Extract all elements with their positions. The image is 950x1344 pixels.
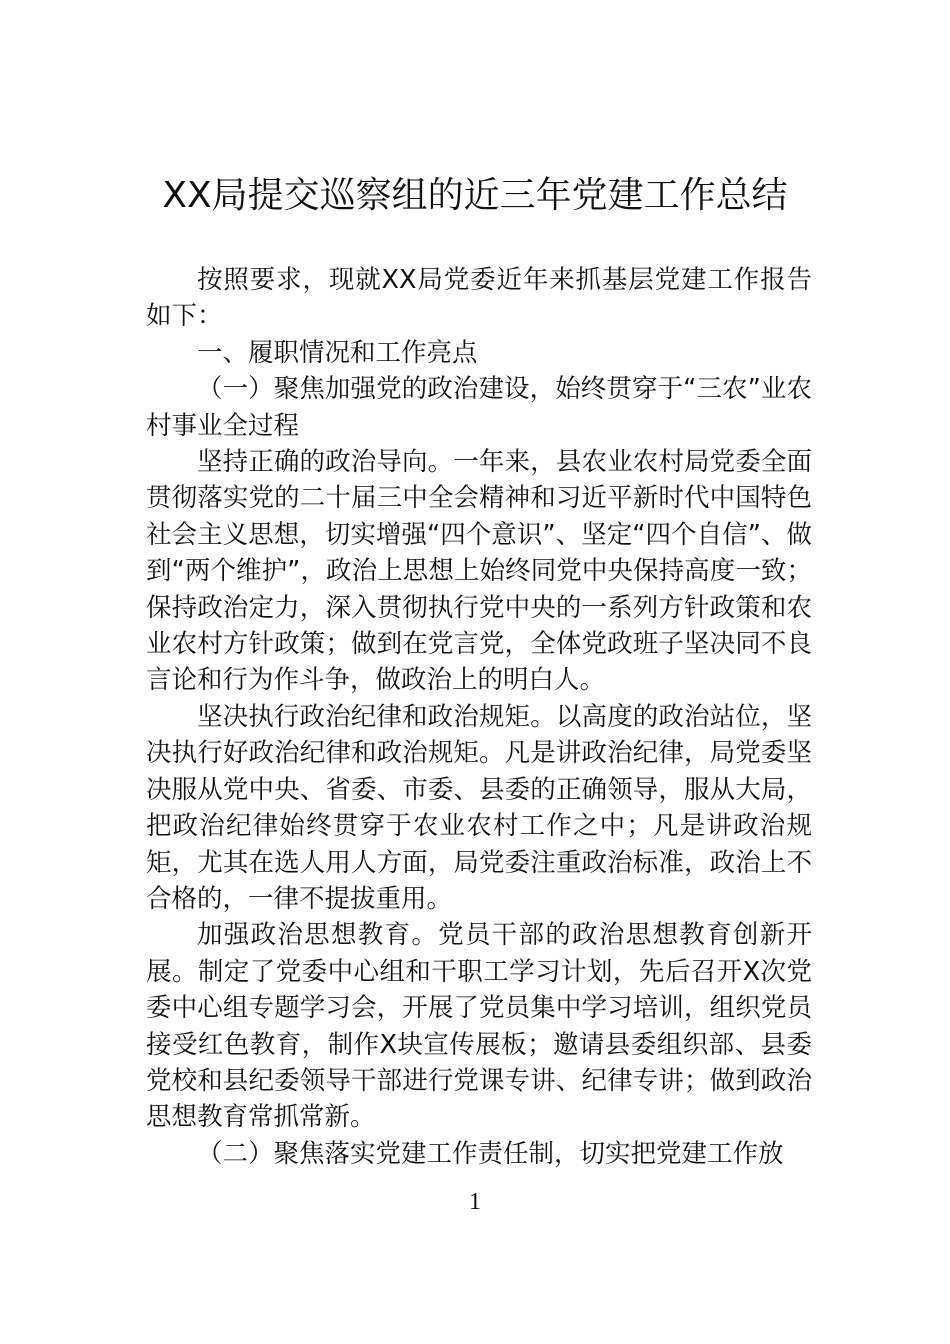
body-paragraph: 坚决执行政治纪律和政治规矩。以高度的政治站位，坚决执行好政治纪律和政治规矩。凡是讲政治纪律，局党委坚决服从党中央、省委、市委、县委的正确领导，服从大局，把政治纪律始终贯穿于农业农村工作之中；凡是讲政治规矩，尤其在选人用人方面，局党委注重政治标准，政治上不合格的，一律不提拔重用。	[146, 701, 812, 914]
body-paragraph: 加强政治思想教育。党员干部的政治思想教育创新开展。制定了党委中心组和干职工学习计划，先后召开X次党委中心组专题学习会，开展了党员集中学习培训，组织党员接受红色教育，制作X块宣传展板；邀请县委组织部、县委党校和县纪委领导干部进行党课专讲、纪律专讲；做到政治思想教育常抓常新。	[146, 920, 812, 1133]
intro-paragraph: 按照要求，现就XX局党委近年来抓基层党建工作报告如下：	[146, 265, 812, 332]
page-number: 1	[469, 1189, 481, 1215]
document-title: XX局提交巡察组的近三年党建工作总结	[162, 175, 788, 216]
subsection-heading-2: （二）聚焦落实党建工作责任制，切实把党建工作放	[197, 1138, 784, 1169]
document-body	[146, 262, 812, 1172]
subsection-heading-1: （一）聚焦加强党的政治建设，始终贯穿于“三农”业农村事业全过程	[146, 374, 812, 441]
body-paragraph: 坚持正确的政治导向。一年来，县农业农村局党委全面贯彻落实党的二十届三中全会精神和习近平新时代中国特色社会主义思想，切实增强“四个意识”、坚定“四个自信”、做到“两个维护”，政治上思想上始终同党中央保持高度一致；保持政治定力，深入贯彻执行党中央的一系列方针政策和农业农村方针政策；做到在党言党，全体党政班子坚决同不良言论和行为作斗争，做政治上的明白人。	[146, 447, 812, 696]
section-heading-1: 一、履职情况和工作亮点	[197, 337, 478, 368]
